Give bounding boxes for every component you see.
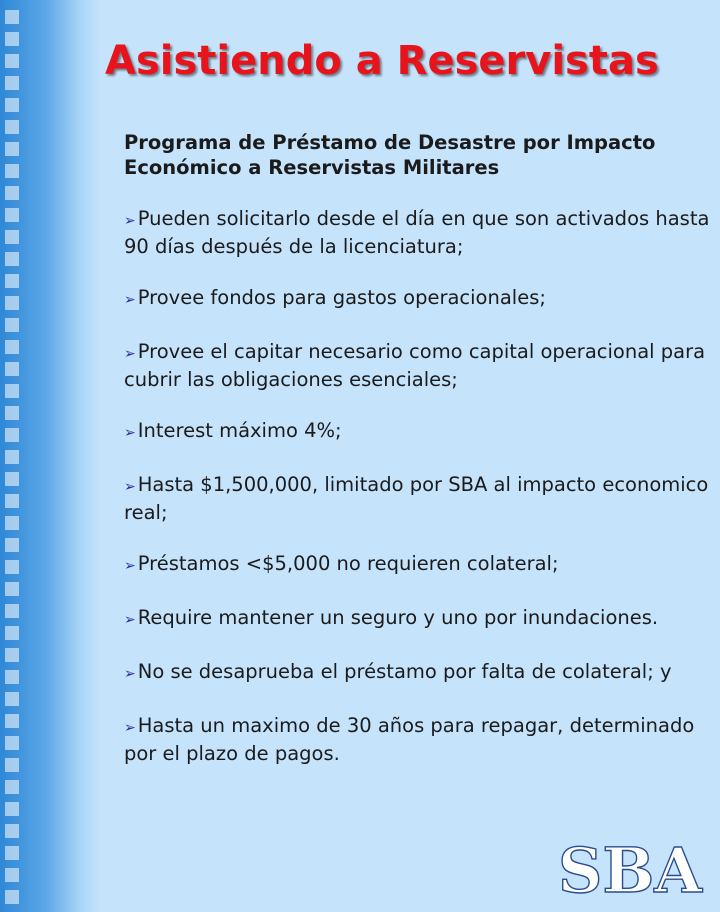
program-subtitle: Programa de Préstamo de Desastre por Impacto Económico a Reservistas Militares: [124, 131, 656, 179]
band-squares: [5, 10, 19, 910]
bullet-item: [124, 551, 712, 579]
arrow-bullet-icon: ➢: [124, 479, 136, 495]
bullet-text: Require mantener un seguro y uno por inundaciones.: [137, 606, 659, 629]
arrow-bullet-icon: ➢: [124, 666, 136, 682]
slide-content: [124, 130, 712, 792]
arrow-bullet-icon: ➢: [124, 612, 136, 628]
bullet-item: [124, 659, 712, 687]
bullet-text: Préstamos <$5,000 no requieren colateral;: [137, 552, 559, 575]
arrow-bullet-icon: ➢: [124, 720, 136, 736]
bullet-text: Interest máximo 4%;: [137, 419, 342, 442]
arrow-bullet-icon: ➢: [124, 292, 136, 308]
bullet-item: [124, 285, 712, 313]
bullet-text: No se desaprueba el préstamo por falta de colateral; y: [137, 660, 672, 683]
bullet-text: Pueden solicitarlo desde el día en que son activados hasta 90 días después de la licenciatura;: [124, 207, 710, 258]
arrow-bullet-icon: ➢: [124, 346, 136, 362]
bullet-item: [124, 713, 712, 766]
left-decorative-band: [0, 0, 100, 912]
bullet-text: Provee fondos para gastos operacionales;: [137, 286, 546, 309]
page-title: Asistiendo a Reservistas: [105, 38, 659, 84]
bullet-item: [124, 605, 712, 633]
bullet-item: [124, 206, 712, 259]
bullet-item: [124, 339, 712, 392]
sba-logo: [558, 838, 704, 898]
bullet-item: [124, 418, 712, 446]
arrow-bullet-icon: ➢: [124, 213, 136, 229]
bullet-text: Provee el capitar necesario como capital operacional para cubrir las obligaciones esenciales;: [124, 340, 706, 391]
bullet-item: [124, 472, 712, 525]
arrow-bullet-icon: ➢: [124, 425, 136, 441]
bullet-text: Hasta un maximo de 30 años para repagar, determinado por el plazo de pagos.: [124, 714, 695, 765]
sba-logo-text: SBA: [558, 838, 703, 898]
bullet-text: Hasta $1,500,000, limitado por SBA al impacto economico real;: [124, 473, 709, 524]
arrow-bullet-icon: ➢: [124, 558, 136, 574]
